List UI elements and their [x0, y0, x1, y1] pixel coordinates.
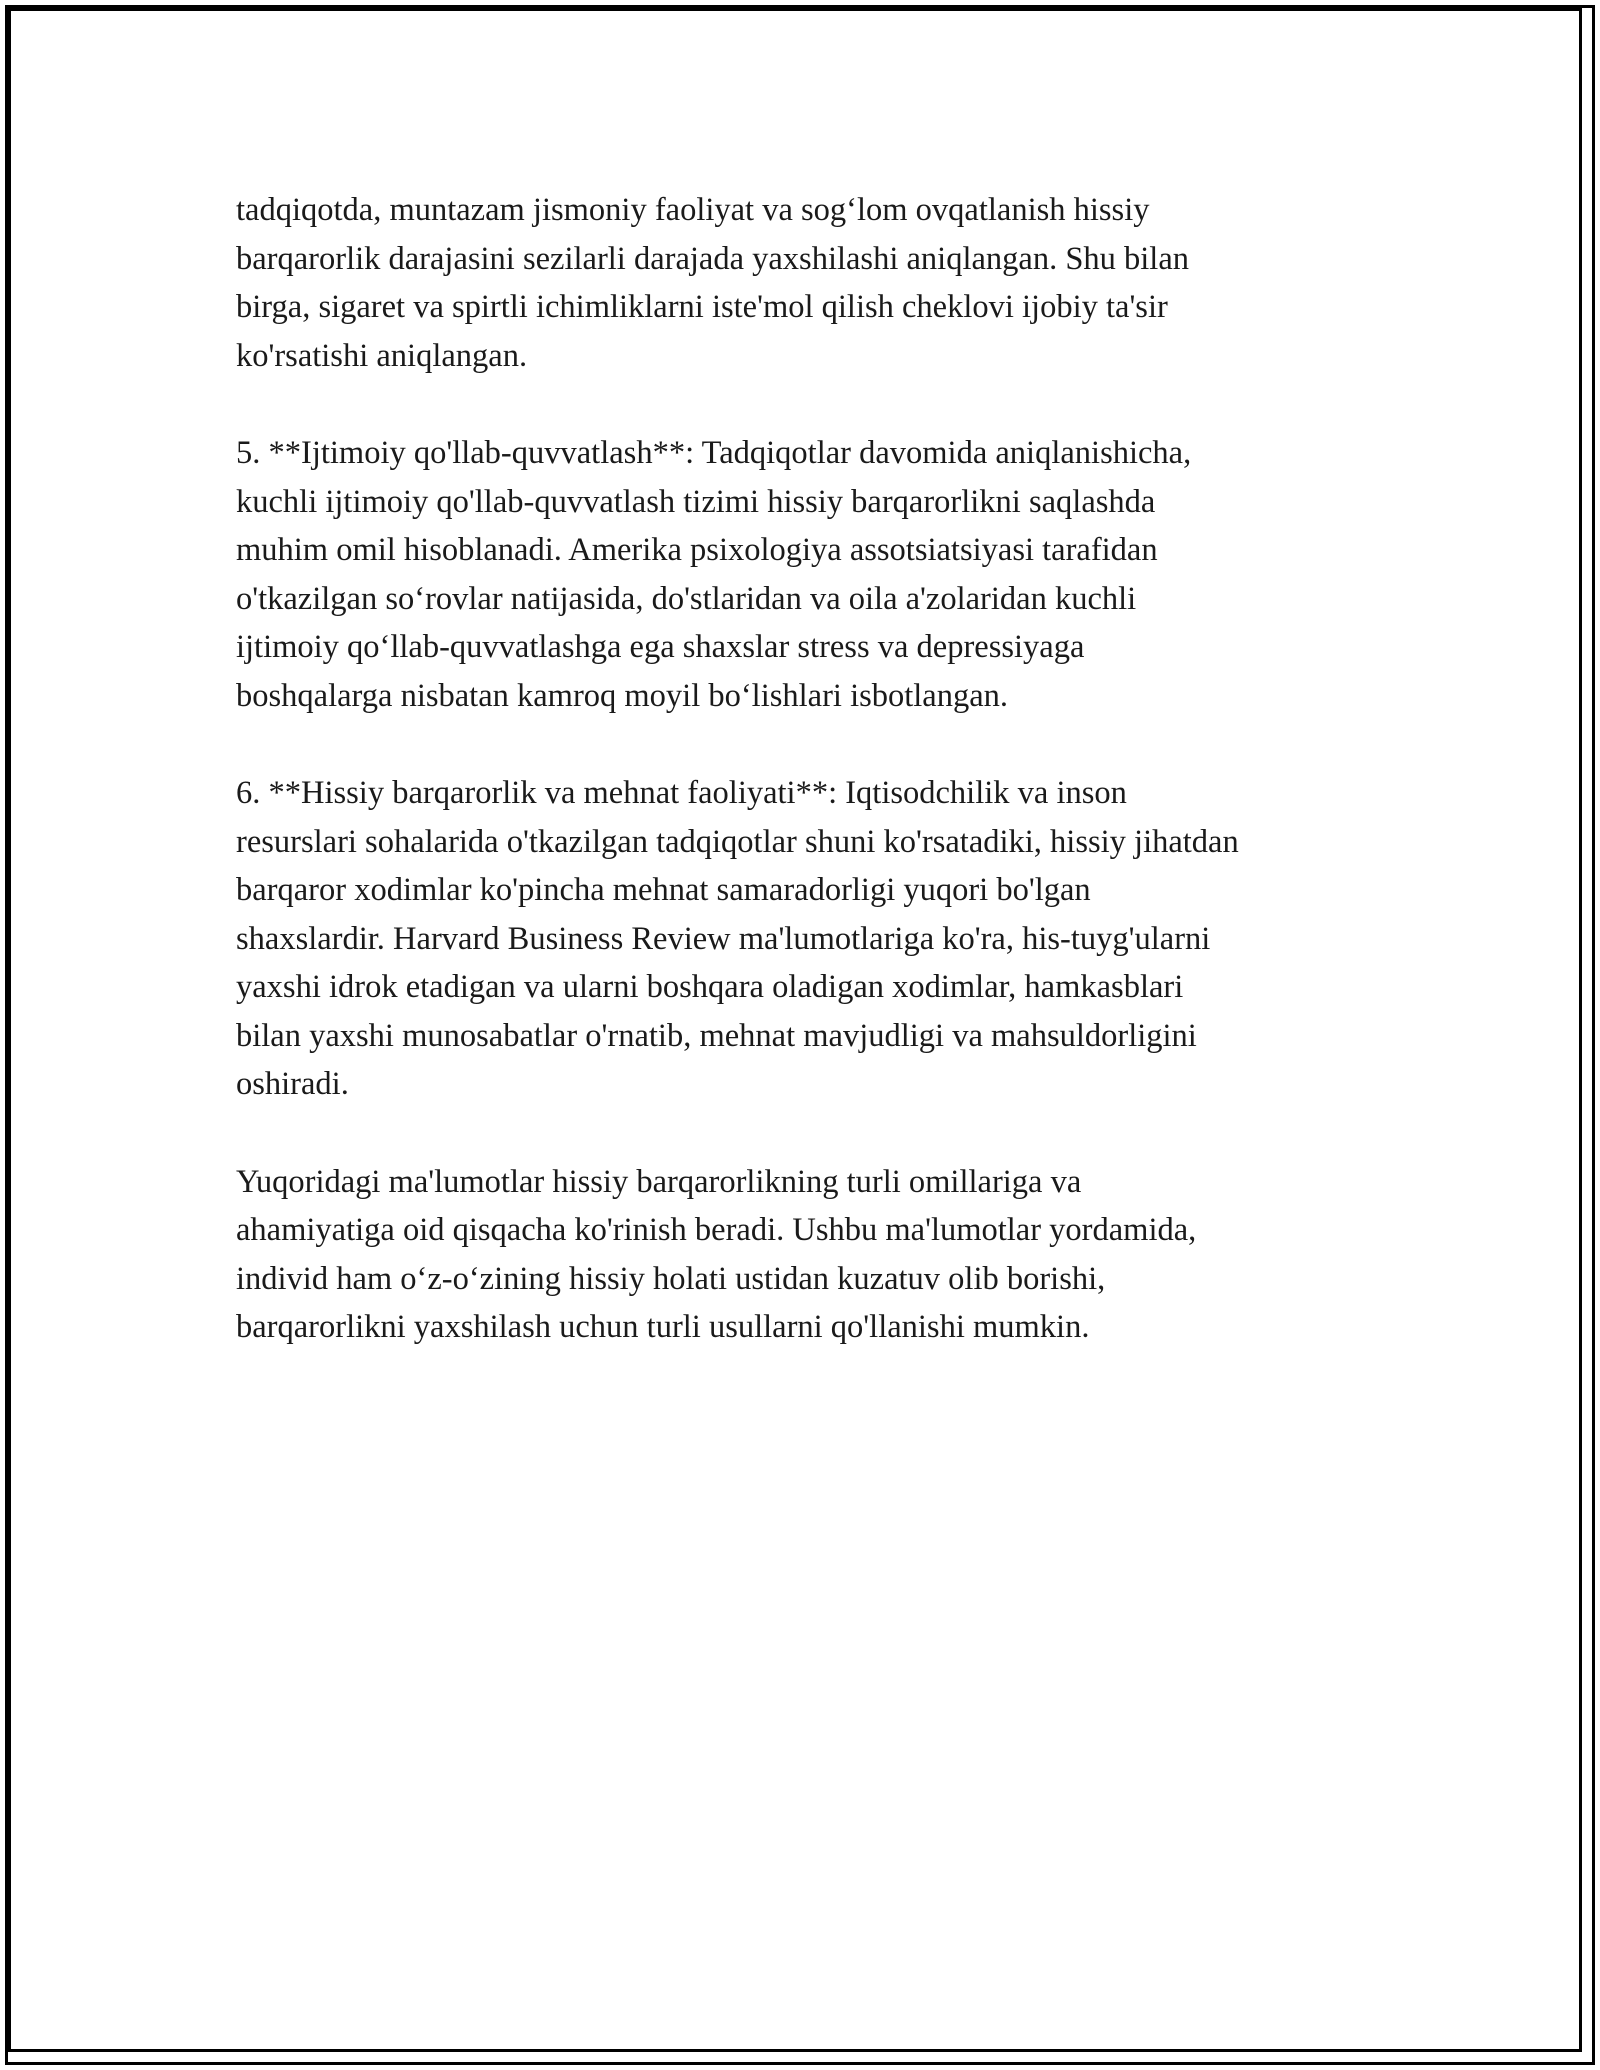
paragraph-health-habits [236, 186, 1396, 380]
text-line: barqarorlikni yaxshilash uchun turli usullarni qo'llanishi mumkin. [236, 1309, 1090, 1345]
text-line: ijtimoiy qo‘llab-quvvatlashga ega shaxslar stress va depressiyaga [236, 629, 1085, 665]
text-line: kuchli ijtimoiy qo'llab-quvvatlash tizimi hissiy barqarorlikni saqlashda [236, 483, 1156, 520]
text-line: ahamiyatiga oid qisqacha ko'rinish beradi. Ushbu ma'lumotlar yordamida, [236, 1212, 1197, 1248]
paragraph-social-support [236, 429, 1396, 720]
text-line: individ ham o‘z-o‘zining hissiy holati ustidan kuzatuv olib borishi, [236, 1260, 1106, 1297]
text-line: ko'rsatishi aniqlangan. [236, 337, 528, 374]
text-line: boshqalarga nisbatan kamroq moyil bo‘lishlari isbotlangan. [236, 677, 1009, 714]
text-line: barqarorlik darajasini sezilarli darajada yaxshilashi aniqlangan. Shu bilan [236, 240, 1190, 277]
document-body [236, 186, 1396, 1401]
text-line: oshiradi. [236, 1066, 349, 1102]
text-line: 6. **Hissiy barqarorlik va mehnat faoliyati**: Iqtisodchilik va inson [236, 775, 1127, 811]
text-line: tadqiqotda, muntazam jismoniy faoliyat va sog‘lom ovqatlanish hissiy [236, 192, 1150, 228]
paragraph-conclusion [236, 1158, 1396, 1352]
text-line: yaxshi idrok etadigan va ularni boshqara oladigan xodimlar, hamkasblari [236, 969, 1184, 1005]
text-line: Yuqoridagi ma'lumotlar hissiy barqarorlikning turli omillariga va [236, 1163, 1082, 1200]
text-line: muhim omil hisoblanadi. Amerika psixologiya assotsiatsiyasi tarafidan [236, 532, 1158, 568]
paragraph-work-activity [236, 769, 1396, 1109]
text-line: shaxslardir. Harvard Business Review ma'lumotlariga ko'ra, his-tuyg'ularni [236, 920, 1211, 957]
text-line: o'tkazilgan so‘rovlar natijasida, do'stlaridan va oila a'zolaridan kuchli [236, 580, 1137, 617]
text-line: bilan yaxshi munosabatlar o'rnatib, mehnat mavjudligi va mahsuldorligini [236, 1017, 1197, 1054]
text-line: birga, sigaret va spirtli ichimliklarni iste'mol qilish cheklovi ijobiy ta'sir [236, 289, 1168, 325]
text-line: barqaror xodimlar ko'pincha mehnat samaradorligi yuqori bo'lgan [236, 872, 1091, 908]
text-line: resurslari sohalarida o'tkazilgan tadqiqotlar shuni ko'rsatadiki, hissiy jihatdan [236, 823, 1239, 860]
text-line: 5. **Ijtimoiy qo'llab-quvvatlash**: Tadqiqotlar davomida aniqlanishicha, [236, 435, 1192, 471]
